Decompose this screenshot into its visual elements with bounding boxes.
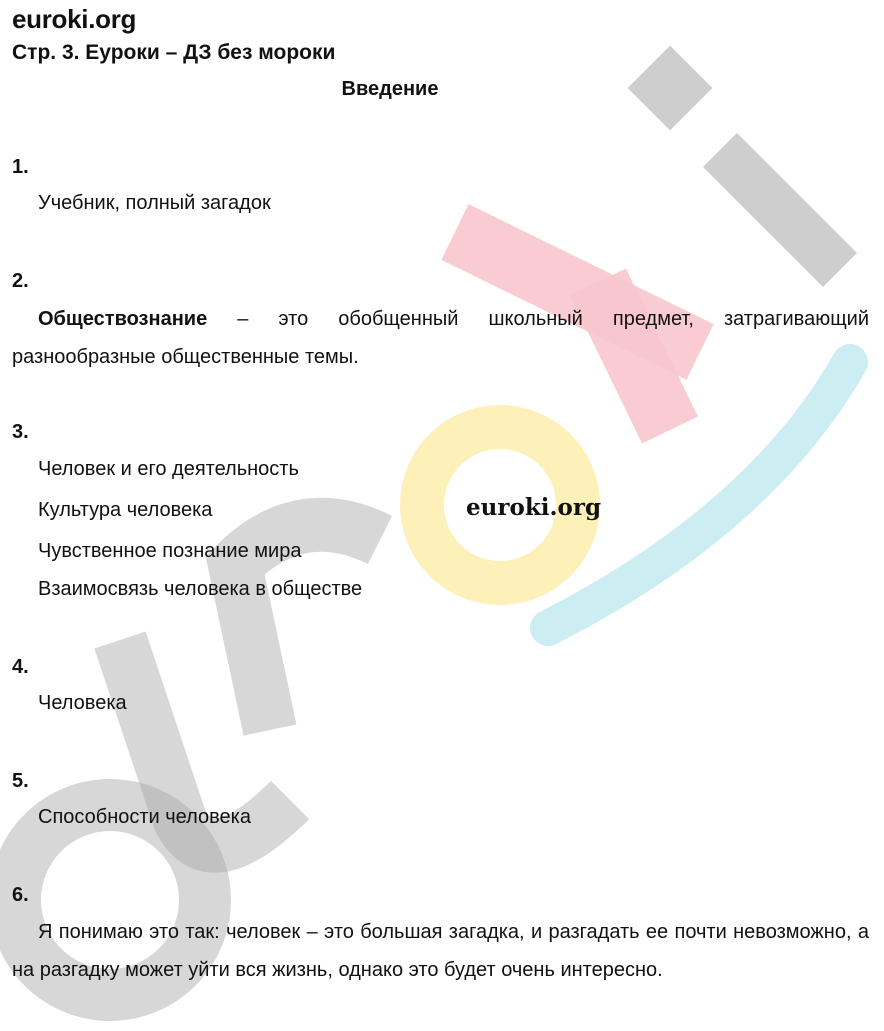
question-number-6: 6.: [12, 884, 29, 906]
question-number-4: 4.: [12, 656, 29, 678]
answer-2-term: Обществознание: [38, 308, 208, 330]
answer-5: Способности человека: [38, 806, 251, 828]
question-number-3: 3.: [12, 421, 29, 443]
question-number-1: 1.: [12, 156, 29, 178]
watermark-text: euroki.org: [466, 494, 602, 521]
answer-6: Я понимаю это так: человек – это большая загадка, и разгадать ее почти невозможно, а на разгадку может уйти вся жизнь, однако это будет очень интересно.: [12, 921, 869, 981]
page-subtitle: Стр. 3. Еуроки – ДЗ без мороки: [12, 41, 336, 64]
answer-3-item: Чувственное познание мира: [38, 540, 302, 562]
site-title: euroki.org: [12, 4, 137, 34]
answer-4: Человека: [38, 692, 127, 714]
answer-3-item: Человек и его деятельность: [38, 458, 299, 480]
answer-3-item: Взаимосвязь человека в обществе: [38, 578, 363, 600]
question-number-5: 5.: [12, 770, 29, 792]
question-number-2: 2.: [12, 270, 29, 292]
answer-3-item: Культура человека: [38, 499, 213, 521]
answer-2-text: – это обобщенный школьный предмет, затрагивающий разнообразные общественные темы.: [12, 308, 869, 368]
section-heading: Введение: [341, 78, 439, 100]
answer-1: Учебник, полный загадок: [38, 192, 271, 214]
answer-2: [12, 300, 869, 376]
